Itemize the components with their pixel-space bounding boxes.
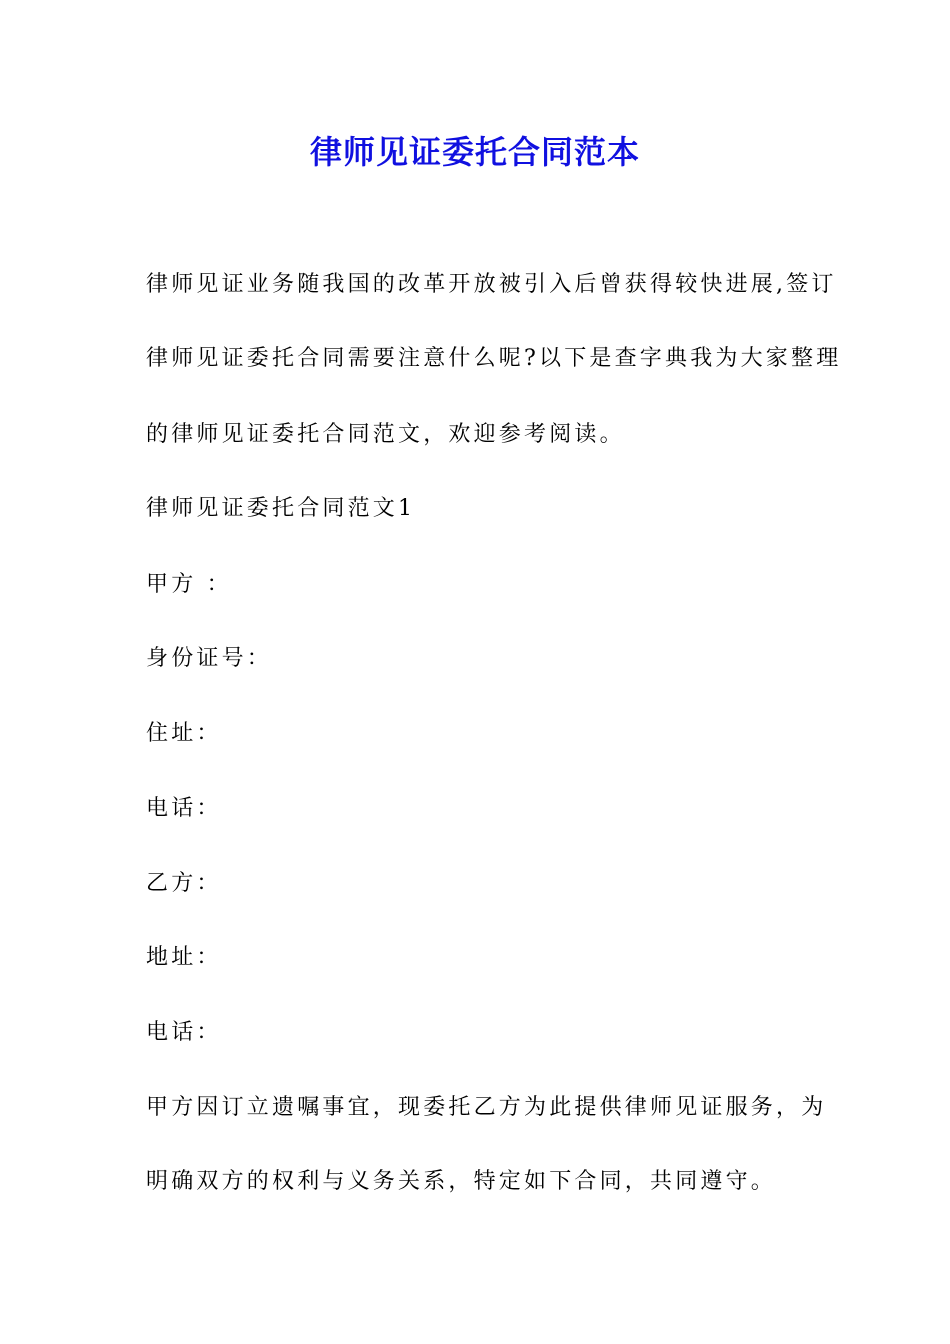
- document-title: 律师见证委托合同范本: [309, 133, 640, 171]
- body-line-2: 明确双方的权利与义务关系，特定如下合同，共同遵守。: [146, 1169, 777, 1194]
- party-b-label: 乙方：: [146, 871, 222, 896]
- location-label: 地址：: [146, 945, 222, 970]
- intro-line-3: 的律师见证委托合同范文，欢迎参考阅读。: [146, 422, 625, 447]
- address-label: 住址：: [146, 721, 222, 746]
- intro-line-2: 律师见证委托合同需要注意什么呢?以下是查字典我为大家整理: [146, 346, 842, 371]
- body-line-1: 甲方因订立遗嘱事宜，现委托乙方为此提供律师见证服务，为: [146, 1095, 827, 1120]
- id-number-label: 身份证号：: [146, 646, 273, 671]
- phone-label-a: 电话：: [146, 796, 222, 821]
- section-heading: 律师见证委托合同范文1: [146, 496, 416, 521]
- intro-line-1: 律师见证业务随我国的改革开放被引入后曾获得较快进展,签订: [146, 272, 837, 297]
- party-a-label: 甲方 ：: [146, 572, 232, 597]
- phone-label-b: 电话：: [146, 1020, 222, 1045]
